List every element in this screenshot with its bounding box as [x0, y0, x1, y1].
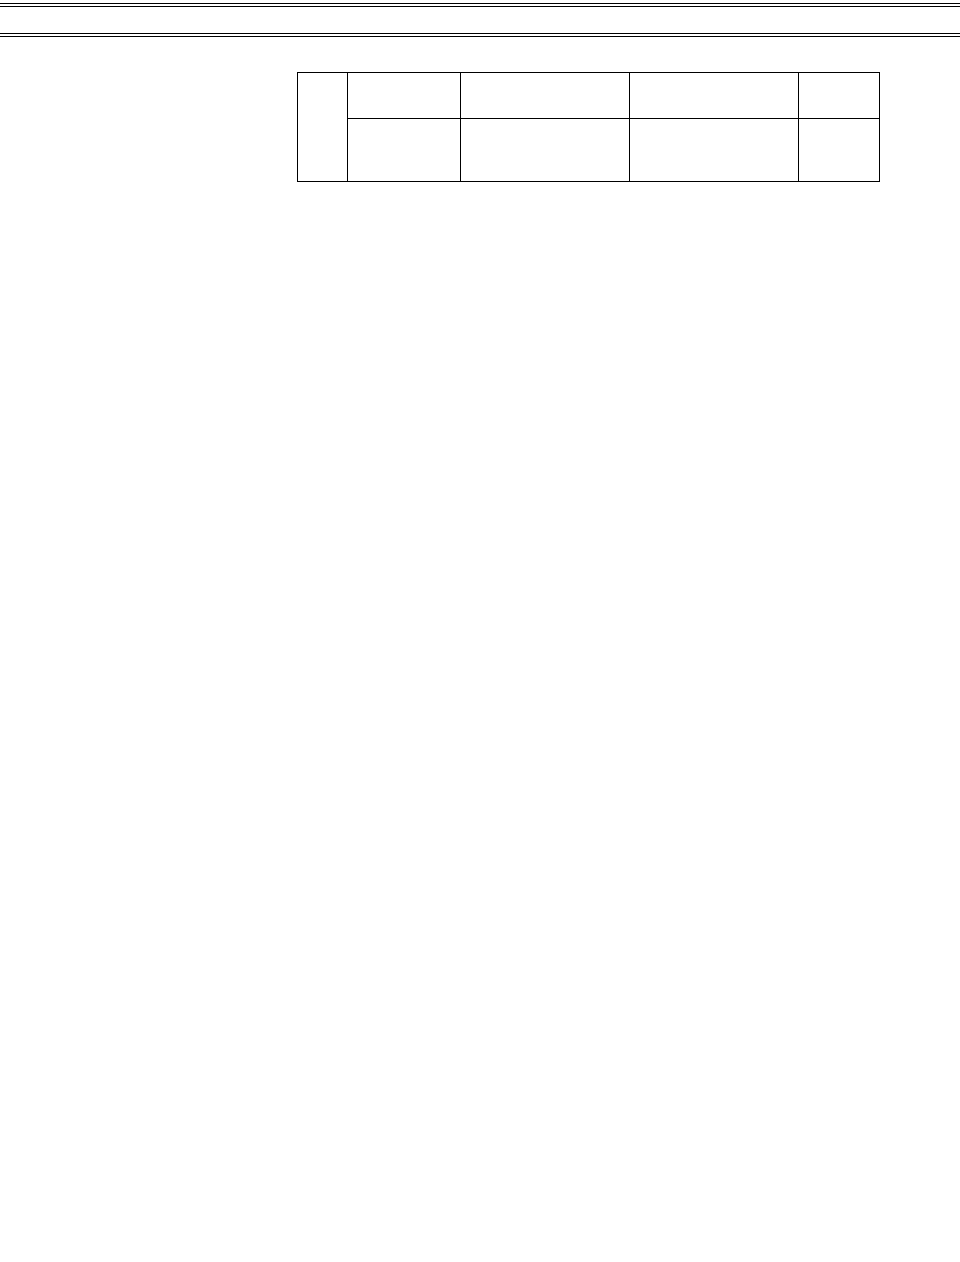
header-double-rule — [0, 33, 960, 37]
top-double-rule — [0, 3, 960, 7]
